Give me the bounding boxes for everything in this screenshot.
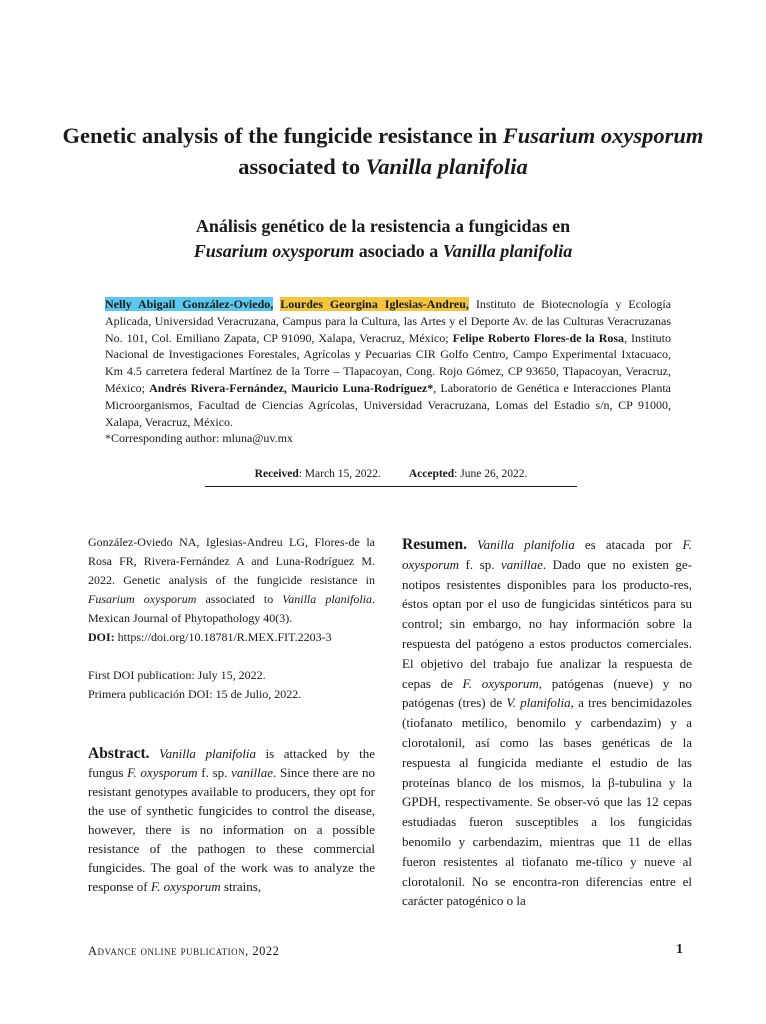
accepted-label: Accepted bbox=[408, 468, 455, 480]
citation bbox=[88, 533, 375, 647]
citation-text-2: associated to bbox=[196, 592, 283, 606]
abstract-text-4: . Since there are no resistant genotypes available to producers, they opt for the use of synthetic fungicides to control the disease, however, there is no information on a possible resistance of the pathogen to these commercial fungicides. The goal of the work was to analyze the response of bbox=[88, 765, 376, 894]
title-en-text-2: associated to bbox=[238, 154, 366, 179]
submission-dates bbox=[205, 468, 577, 487]
resumen-italic-4: F. oxysporum bbox=[462, 675, 539, 691]
citation-host: Vanilla planifolia bbox=[282, 592, 373, 606]
doi-label: DOI: bbox=[88, 630, 115, 644]
title-en-text-1: Genetic analysis of the fungicide resistance in bbox=[62, 123, 503, 148]
citation-journal: . Mexican Journal of Phytopathology 40(3). bbox=[88, 592, 376, 625]
abstract-text-2: is attacked by the fungus bbox=[88, 746, 376, 780]
accepted-date: : June 26, 2022. bbox=[454, 468, 528, 480]
resumen-es bbox=[402, 535, 692, 911]
resumen-italic-5: V. planifolia bbox=[506, 695, 571, 711]
abstract-space bbox=[150, 746, 160, 761]
abstract-italic-2: F. oxysporum bbox=[127, 765, 198, 780]
doi-link[interactable]: https://doi.org/10.18781/R.MEX.FIT.2203-3 bbox=[114, 630, 332, 644]
abstract-text-5: strains, bbox=[220, 879, 262, 894]
resumen-italic-2: F. oxysporum bbox=[402, 537, 692, 572]
citation-block bbox=[88, 533, 375, 704]
received-date: : March 15, 2022. bbox=[298, 468, 381, 480]
abstract-italic-3: vanillae bbox=[231, 765, 274, 780]
abstract-text-3: f. sp. bbox=[197, 765, 232, 780]
authors-affiliations bbox=[105, 296, 671, 447]
primera-publicacion: Primera publicación DOI: 15 de Julio, 2022. bbox=[88, 687, 302, 701]
affiliation-3: , Laboratorio de Genética e Interacciones Planta Microorganismos, Facultad de Ciencias Agrícolas, Universidad Veracruzana, Lomas del Estadio s/n, CP 91000, Xalapa, Veracruz, México. bbox=[105, 380, 671, 429]
corresponding-author: *Corresponding author: mluna@uv.mx bbox=[105, 431, 293, 446]
resumen-text-4: . Dado que no existen ge-notipos resistentes disponibles para los producto-res, éstos optan por el uso de fungicidas sintéticos para su control; sin embargo, no hay información sobre la respuesta del patógeno a estos productos comerciales. El objetivo del trabajo fue analizar la respuesta de cepas de bbox=[402, 556, 692, 691]
resumen-text-5: , patógenas (nueve) y no patógenas (tres) de bbox=[402, 675, 693, 711]
resumen-italic-1: Vanilla planifolia bbox=[477, 537, 575, 552]
affiliation-2: , Instituto Nacional de Investigaciones Forestales, Agrícolas y Pecuarias CIR Golfo Centro, Campo Experimental Ixtacuaco, Km 4.5 carretera federal Martínez de la Torre – Tlapacoyan, Cong. Rojo Gómez, CP 93650, Tlapacoyan, Veracruz, México; bbox=[105, 330, 671, 395]
page-number: 1 bbox=[676, 942, 683, 957]
citation-species: Fusarium oxysporum bbox=[88, 592, 197, 606]
author-highlighted-1: Nelly Abigail González-Oviedo, bbox=[105, 297, 274, 311]
abstract-italic-4: F. oxysporum bbox=[150, 879, 221, 894]
received-label: Received bbox=[254, 468, 299, 480]
author-3: Felipe Roberto Flores-de la Rosa bbox=[452, 330, 625, 345]
first-doi-publication: First DOI publication: July 15, 2022. bbox=[88, 668, 266, 682]
abstract-en bbox=[88, 744, 375, 896]
abstract-italic-1: Vanilla planifolia bbox=[159, 746, 257, 761]
footer-publication: Advance online publication, 2022 bbox=[88, 944, 280, 958]
affiliation-1: Instituto de Biotecnología y Ecología Aplicada, Universidad Veracruzana, Campus para la Cultura, las Artes y el Deporte Av. de las Culturas Veracruzanas No. 101, Col. Emiliano Zapata, CP 91090, Xalapa, Veracruz, México; bbox=[105, 297, 672, 345]
publication-dates bbox=[88, 666, 375, 704]
resumen-italic-3: vanillae bbox=[500, 556, 543, 572]
title-es-text-1: Análisis genético de la resistencia a fungicidas en bbox=[195, 216, 571, 236]
title-spanish bbox=[60, 214, 706, 264]
title-english bbox=[60, 120, 706, 182]
resumen-heading: Resumen. bbox=[402, 536, 468, 553]
title-es-species: Fusarium oxysporum bbox=[193, 241, 355, 261]
citation-text-1: González-Oviedo NA, Iglesias-Andreu LG, Flores-de la Rosa FR, Rivera-Fernández A and Luna-Rodríguez M. 2022. Genetic analysis of the fungicide resistance in bbox=[88, 535, 375, 587]
author-highlighted-2: Lourdes Georgina Iglesias-Andreu, bbox=[280, 297, 469, 311]
resumen-text-3: f. sp. bbox=[459, 556, 501, 572]
title-es-host: Vanilla planifolia bbox=[442, 241, 573, 261]
title-en-species: Fusarium oxysporum bbox=[502, 123, 704, 148]
abstract-heading: Abstract. bbox=[88, 745, 150, 762]
resumen-text-2: es atacada por bbox=[574, 537, 683, 552]
authors-4-5: Andrés Rivera-Fernández, Mauricio Luna-Rodríguez* bbox=[149, 380, 434, 395]
resumen-text-6: , a tres bencimidazoles (tiofanato metílico, benomilo y carbendazim) y a clorotalonil, así como las bases genéticas de la respuesta al fungicida mediante el estudio de las proteínas blanco de los mismos, la β-tubulina y la GPDH, respectivamente. Se obser-vó que las 12 cepas estudiadas fueron susceptibles a los fungicidas benomilo y carbendazim, mientras que 11 de ellas fueron resistentes al tiofanato me-tílico y nueve al clorotalonil. No se encontra-ron diferencias entre el carácter patogénico o la bbox=[402, 695, 692, 909]
resumen-space bbox=[467, 537, 477, 552]
title-es-text-2: asociado a bbox=[354, 241, 443, 261]
title-en-host: Vanilla planifolia bbox=[365, 154, 528, 179]
